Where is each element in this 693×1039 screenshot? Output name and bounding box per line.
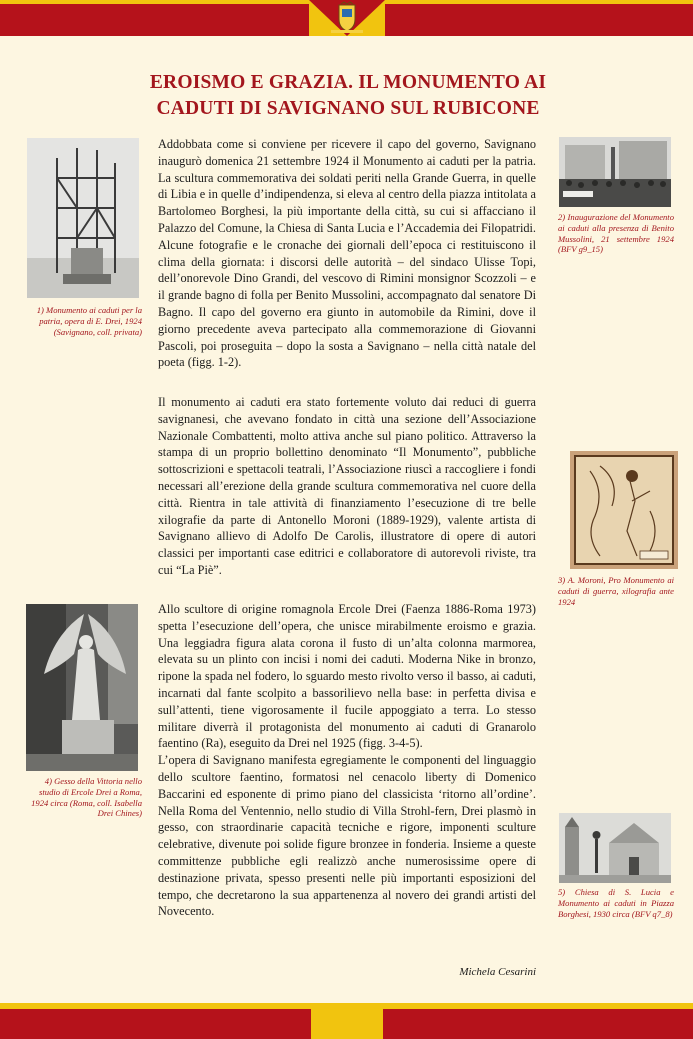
paragraph-2-text: Il monumento ai caduti era stato fortemente voluto dai reduci di guerra savignanesi, che avevano fondato in città una sezione dell’Associazione Nazionale Combattenti, molto attiva anche sul piano politico. Attraverso la stampa di un proprio bollettino denominato “Il Monumento”, pubbliche sottoscrizioni e spettacoli teatrali, l’Associazione riuscì a raccogliere i fondi necessari all’erezione della grande scultura commemorativa nel cuore della città. Rientra in tale attività di finanziamento l’esecuzione di tre belle xilografie da parte di Antonello Moroni (1889-1929), valente artista di Savignano allievo di Adolfo De Carolis, illustratore di opere di autori classici per importanti case editrici e collaboratore di autorevoli riviste, tra cui “La Piè”. [158, 395, 536, 577]
page-title [120, 70, 576, 122]
paragraph-3 [158, 601, 536, 920]
page-title-line-1: EROISMO E GRAZIA. IL MONUMENTO AI [149, 72, 547, 93]
paragraph-1 [158, 136, 536, 371]
bottom-band [0, 1003, 693, 1039]
caption-figure-5: 5) Chiesa di S. Lucia e Monumento ai caduti in Piazza Borghesi, 1930 circa (BFV q7_8) [558, 887, 674, 919]
paragraph-2 [158, 394, 536, 579]
caption-figure-1: 1) Monumento ai caduti per la patria, opera di E. Drei, 1924 (Savignano, coll. privata) [36, 305, 142, 337]
caption-figure-4: 4) Gesso della Vittoria nello studio di Ercole Drei a Roma, 1924 circa (Roma, coll. Isabella Drei Chines) [31, 776, 142, 819]
caption-figure-2: 2) Inaugurazione del Monumento ai caduti alla presenza di Benito Mussolini, 21 settembre 1924 (BFV g9_15) [558, 212, 674, 255]
caption-figure-3: 3) A. Moroni, Pro Monumento ai caduti di guerra, xilografia ante 1924 [558, 575, 674, 607]
paragraph-4-text: L’opera di Savignano manifesta egregiamente le componenti del linguaggio dello scultore faentino, formatosi nel cenacolo liberty di Domenico Baccarini ed esponente di primo piano del classicista ‘ritorno all’ordine’. Nella Roma del Ventennio, nello studio di Villa Strohl-fern, Drei plasmò in gesso, con straordinarie capacità tecniche e rigore, imponenti sculture celebrative, divenute poi solide figure bronzee in fonderia. Insieme a queste committenze pubbliche egli realizzò anche numerosissime opere di destinazione privata, spesso presenti nelle più importanti esposizioni del tempo, che decretarono la sua appartenenza al novero dei grandi artisti del Novecento. [158, 753, 536, 919]
photo-church-santa-lucia [559, 813, 671, 883]
coat-of-arms-icon [325, 1, 369, 35]
photo-monument-scaffolding [27, 138, 139, 298]
paragraph-1-text: Addobbata come si conviene per ricevere il capo del governo, Savignano inaugurò domenica 21 settembre 1924 il Monumento ai caduti per la patria. La scultura commemorativa dei soldati periti nella Grande Guerra, in quelle di Libia e in quelle d’indipendenza, si eleva al centro della piazza intitolata a Bartolomeo Borghesi, la più importante della città, su cui si affacciano il Palazzo del Comune, la Chiesa di Santa Lucia e l’Accademia dei Filopatridi. Alcune fotografie e le cronache dei giornali dell’epoca ci restituiscono il clima della giornata: i discorsi delle autorità – del sindaco Ulisse Topi, dell’onorevole Dino Grandi, del vescovo di Rimini monsignor Scozzoli – e il grande bagno di folla per Benito Mussolini, accompagnato dal senatore Di Bagno. Il capo del governo era giunto in automobile da Rimini, dove il giorno precedente aveva partecipato alla commemorazione di Giovanni Pascoli, poi proseguita – dopo la sosta a Savignano – nella città natale del poeta (figg. 1-2). [158, 137, 536, 370]
photo-inauguration-crowd [559, 137, 671, 207]
photo-plaster-victory [26, 604, 138, 771]
page-title-line-2: CADUTI DI SAVIGNANO SUL RUBICONE [156, 98, 540, 119]
author-signature: Michela Cesarini [459, 966, 536, 978]
image-woodcut-moroni [570, 451, 678, 569]
paragraph-3-text: Allo scultore di origine romagnola Ercole Drei (Faenza 1886-Roma 1973) spetta l’esecuzione dell’opera, che unisce mirabilmente eroismo e grazia. Una leggiadra figura alata corona il fusto di un’alta colonna marmorea, elevata su un plinto con incisi i nomi dei caduti. Moderna Nike in bronzo, ripone la spada nel fodero, lo sguardo mesto rivolto verso il basso, ai caduti, incarnati dal fante scolpito a bassorilievo nella base: in perfetta divisa e sull’attenti, tiene vigorosamente il fucile appoggiato a terra. Lo stesso militare diverrà il protagonista del monumento ai caduti di Granarolo faentino (Ra), eseguito da Drei nel 1925 (figg. 3-4-5). [158, 602, 536, 751]
